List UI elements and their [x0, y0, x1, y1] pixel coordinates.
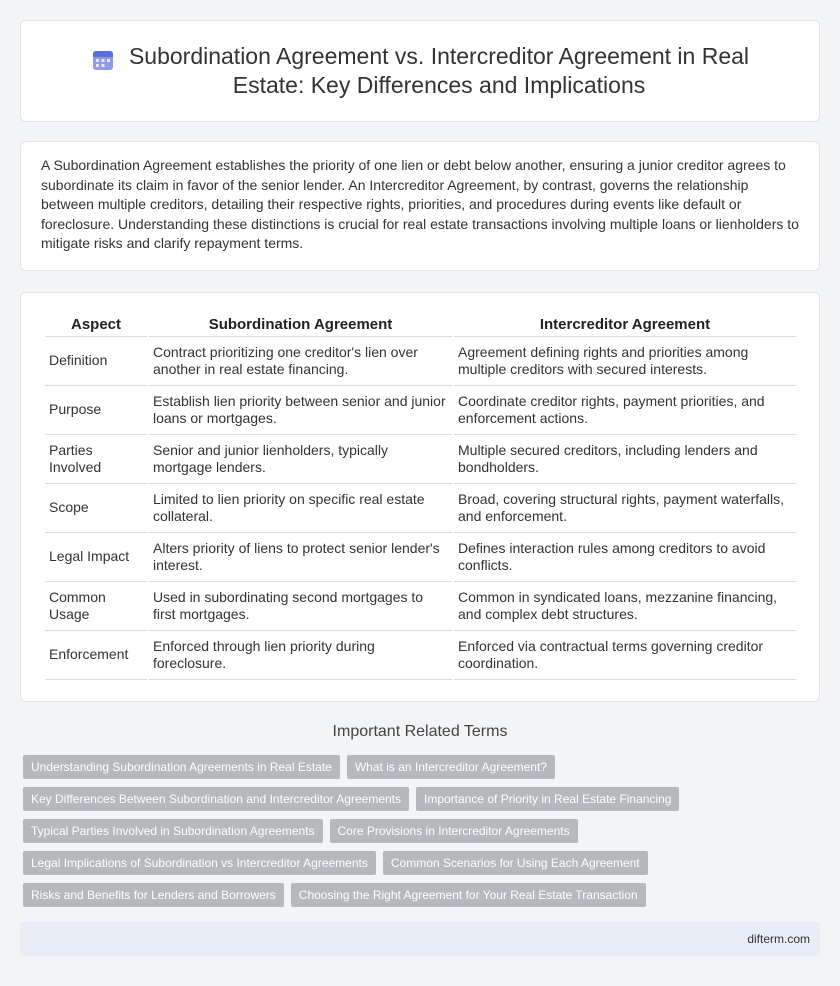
table-row: [45, 435, 796, 484]
table-row: [45, 337, 796, 386]
table-body: [45, 337, 796, 680]
page-title-line-2: Estate: Key Differences and Implications: [232, 72, 646, 98]
table-row: [45, 386, 796, 435]
intro-card: [20, 141, 820, 271]
related-term-tag[interactable]: Choosing the Right Agreement for Your Real Estate Transaction: [291, 883, 646, 907]
related-term-tag[interactable]: Legal Implications of Subordination vs Intercreditor Agreements: [23, 851, 376, 875]
related-term-tag[interactable]: Understanding Subordination Agreements in Real Estate: [23, 755, 340, 779]
page-title: [129, 42, 749, 100]
calendar-icon: [91, 48, 115, 72]
comparison-card: [20, 292, 820, 702]
page-title-line-1: Subordination Agreement vs. Intercreditor Agreement in Real: [128, 43, 750, 69]
related-term-tag[interactable]: Typical Parties Involved in Subordination Agreements: [23, 819, 323, 843]
table-row: [45, 533, 796, 582]
related-term-tag[interactable]: What is an Intercreditor Agreement?: [347, 755, 555, 779]
table-header-row: [45, 313, 796, 337]
related-terms-row: [23, 787, 823, 811]
cell-intercreditor: Coordinate creditor rights, payment priorities, and enforcement actions.: [454, 386, 796, 435]
related-terms-title: Important Related Terms: [332, 723, 508, 740]
cell-aspect: Common Usage: [45, 582, 147, 631]
related-term-tag[interactable]: Core Provisions in Intercreditor Agreements: [330, 819, 578, 843]
related-terms-row: [23, 851, 823, 875]
related-term-tag[interactable]: Importance of Priority in Real Estate Financing: [416, 787, 679, 811]
related-terms-row: [23, 883, 823, 907]
cell-subordination: Senior and junior lienholders, typically mortgage lenders.: [149, 435, 452, 484]
table-row: [45, 582, 796, 631]
related-terms-row: [23, 819, 823, 843]
cell-subordination: Contract prioritizing one creditor's lien over another in real estate financing.: [149, 337, 452, 386]
related-terms-row: [23, 755, 823, 779]
header-intercreditor: Intercreditor Agreement: [454, 313, 796, 337]
comparison-table: [43, 313, 798, 680]
cell-subordination: Alters priority of liens to protect senior lender's interest.: [149, 533, 452, 582]
cell-aspect: Enforcement: [45, 631, 147, 680]
related-term-tag[interactable]: Risks and Benefits for Lenders and Borrowers: [23, 883, 284, 907]
cell-aspect: Definition: [45, 337, 147, 386]
footer: [20, 922, 820, 956]
cell-intercreditor: Common in syndicated loans, mezzanine financing, and complex debt structures.: [454, 582, 796, 631]
related-terms-list: [23, 755, 823, 915]
cell-subordination: Used in subordinating second mortgages to first mortgages.: [149, 582, 452, 631]
cell-intercreditor: Defines interaction rules among creditors to avoid conflicts.: [454, 533, 796, 582]
cell-aspect: Legal Impact: [45, 533, 147, 582]
header-aspect: Aspect: [45, 313, 147, 337]
cell-aspect: Scope: [45, 484, 147, 533]
cell-subordination: Limited to lien priority on specific real estate collateral.: [149, 484, 452, 533]
cell-subordination: Establish lien priority between senior and junior loans or mortgages.: [149, 386, 452, 435]
cell-intercreditor: Enforced via contractual terms governing creditor coordination.: [454, 631, 796, 680]
table-row: [45, 631, 796, 680]
cell-intercreditor: Multiple secured creditors, including lenders and bondholders.: [454, 435, 796, 484]
header-card: [20, 20, 820, 122]
related-term-tag[interactable]: Key Differences Between Subordination and Intercreditor Agreements: [23, 787, 409, 811]
cell-intercreditor: Broad, covering structural rights, payment waterfalls, and enforcement.: [454, 484, 796, 533]
cell-aspect: Parties Involved: [45, 435, 147, 484]
cell-aspect: Purpose: [45, 386, 147, 435]
header-subordination: Subordination Agreement: [149, 313, 452, 337]
cell-subordination: Enforced through lien priority during foreclosure.: [149, 631, 452, 680]
related-term-tag[interactable]: Common Scenarios for Using Each Agreement: [383, 851, 648, 875]
cell-intercreditor: Agreement defining rights and priorities among multiple creditors with secured interests.: [454, 337, 796, 386]
table-row: [45, 484, 796, 533]
footer-site: difterm.com: [747, 932, 810, 946]
intro-text: A Subordination Agreement establishes the priority of one lien or debt below another, ensuring a junior creditor agrees to subordinate its claim in favor of the senior lender. An Intercreditor Agreement, by contrast, governs the relationship between multiple creditors, detailing their respective rights, priorities, and procedures during events like default or foreclosure. Understanding these distinctions is crucial for real estate transactions involving multiple loans or lienholders to mitigate risks and clarify repayment terms.: [41, 157, 799, 251]
title-wrap: [91, 42, 749, 100]
